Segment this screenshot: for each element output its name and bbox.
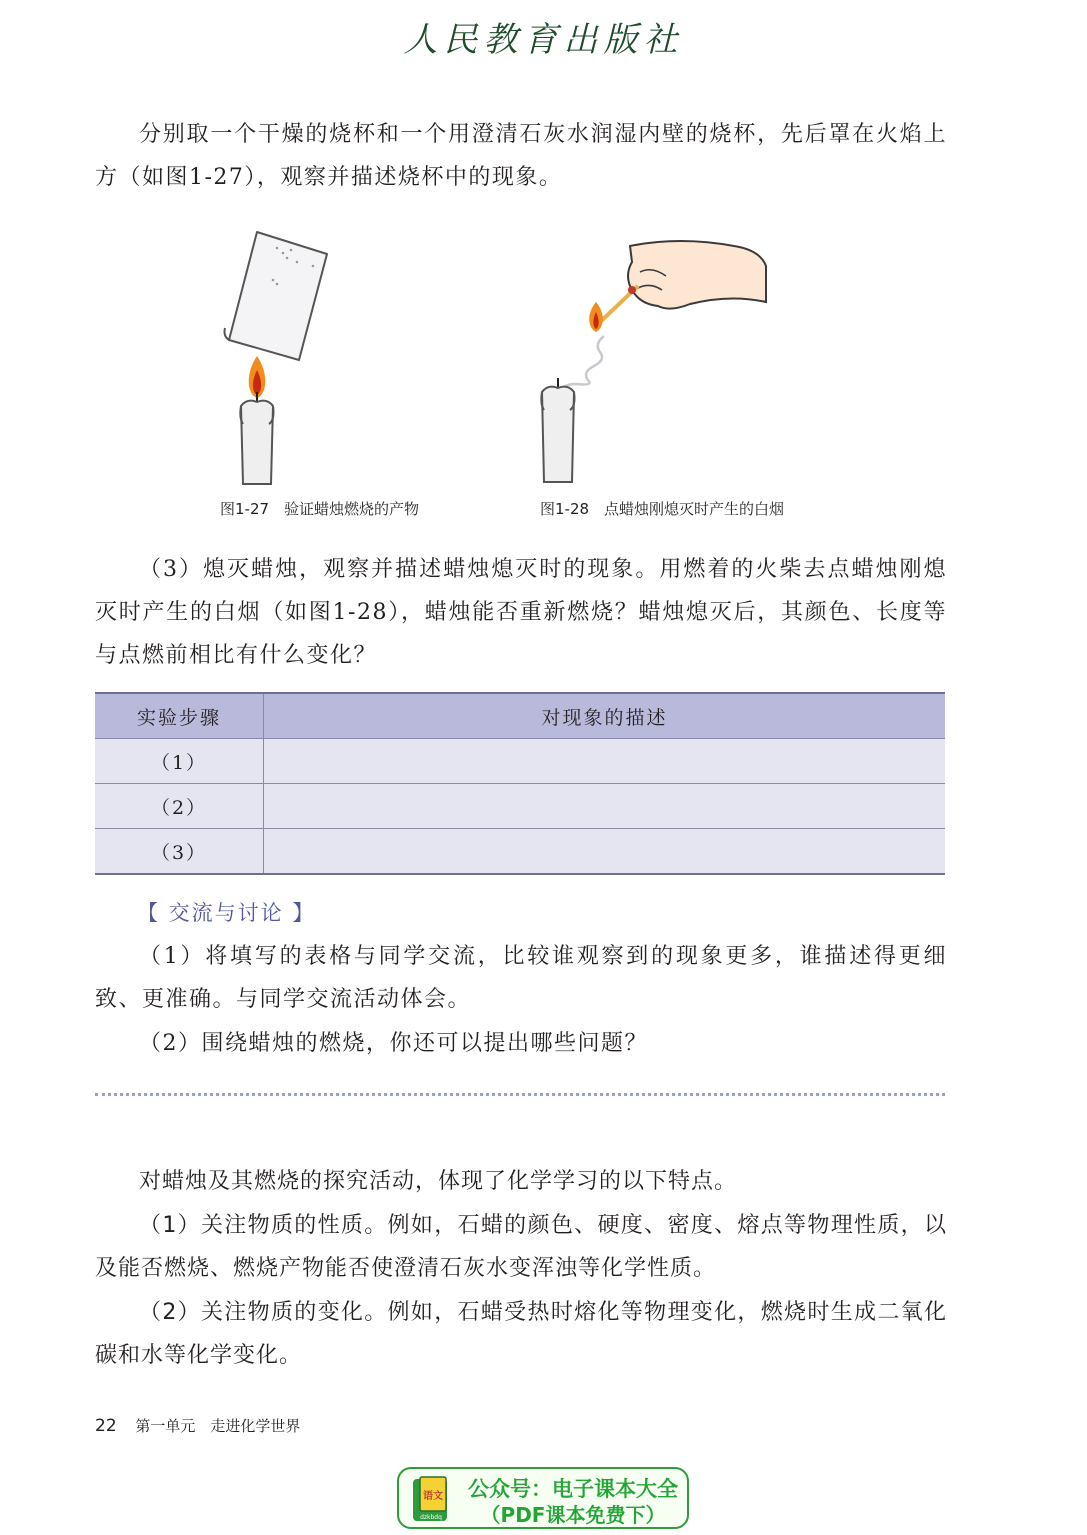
- candle-icon: [541, 378, 574, 482]
- discussion-item-2: （2）围绕蜡烛的燃烧，你还可以提出哪些问题？: [139, 1031, 648, 1056]
- table-cell-step: （2）: [95, 784, 264, 829]
- flame-icon: [249, 356, 266, 402]
- unit-title: 第一单元 走进化学世界: [135, 1417, 301, 1435]
- candle-icon: [240, 401, 273, 484]
- figure-1-28-illustration: [520, 232, 770, 490]
- table-cell-description[interactable]: [264, 739, 946, 784]
- match-icon: [589, 286, 638, 332]
- discussion-title: 【 交流与讨论 】: [137, 901, 316, 925]
- page-footer: [95, 1415, 300, 1436]
- observation-table: [95, 692, 945, 875]
- table-header-row: [95, 693, 945, 739]
- discussion-item-1: （1）将填写的表格与同学交流，比较谁观察到的现象更多，谁描述得更细致、更准确。与同学交流活动体会。: [95, 944, 947, 1012]
- section-divider: [95, 1093, 945, 1096]
- table-cell-step: （1）: [95, 739, 264, 784]
- page-number: 22: [95, 1416, 117, 1436]
- book-phone-icon: [411, 1475, 457, 1523]
- figure-1-28-caption: 图1-28 点蜡烛刚熄灭时产生的白烟: [540, 500, 785, 518]
- summary-point-2: （2）关注物质的变化。例如，石蜡受热时熔化等物理变化，燃烧时生成二氧化碳和水等化学变化。: [95, 1300, 947, 1368]
- watermark-line-2: （PDF课本免费下）: [480, 1503, 666, 1527]
- hand-icon: [628, 241, 766, 309]
- table-cell-step: （3）: [95, 829, 264, 875]
- table-row: [95, 739, 945, 784]
- table-header-description: 对现象的描述: [264, 693, 946, 739]
- summary-lead: 对蜡烛及其燃烧的探究活动，体现了化学学习的以下特点。: [139, 1169, 738, 1194]
- table-cell-description[interactable]: [264, 829, 946, 875]
- book-icon-sublabel: dzkbdq: [420, 1514, 442, 1521]
- figure-1-27-illustration: [215, 228, 345, 490]
- figure-1-27-caption: 图1-27 验证蜡烛燃烧的产物: [220, 500, 420, 518]
- intro-paragraph: 分别取一个干燥的烧杯和一个用澄清石灰水润湿内壁的烧杯，先后罩在火焰上方（如图1-27），观察并描述烧杯中的现象。: [95, 122, 947, 190]
- table-cell-description[interactable]: [264, 784, 946, 829]
- step3-paragraph: （3）熄灭蜡烛，观察并描述蜡烛熄灭时的现象。用燃着的火柴去点蜡烛刚熄灭时产生的白烟（如图1-28），蜡烛能否重新燃烧？蜡烛熄灭后，其颜色、长度等与点燃前相比有什么变化？: [95, 557, 947, 668]
- wechat-watermark-badge: [397, 1467, 689, 1529]
- table-row: [95, 829, 945, 875]
- summary-point-1: （1）关注物质的性质。例如，石蜡的颜色、硬度、密度、熔点等物理性质，以及能否燃烧、燃烧产物能否使澄清石灰水变浑浊等化学性质。: [95, 1213, 947, 1281]
- publisher-logo: 人民教育出版社: [403, 20, 684, 60]
- table-row: [95, 784, 945, 829]
- smoke-icon: [562, 336, 604, 390]
- table-header-step: 实验步骤: [95, 693, 264, 739]
- beaker-icon: [225, 232, 328, 360]
- watermark-line-1: 公众号：电子课本大全: [468, 1477, 678, 1501]
- book-icon-label: 语文: [423, 1491, 443, 1502]
